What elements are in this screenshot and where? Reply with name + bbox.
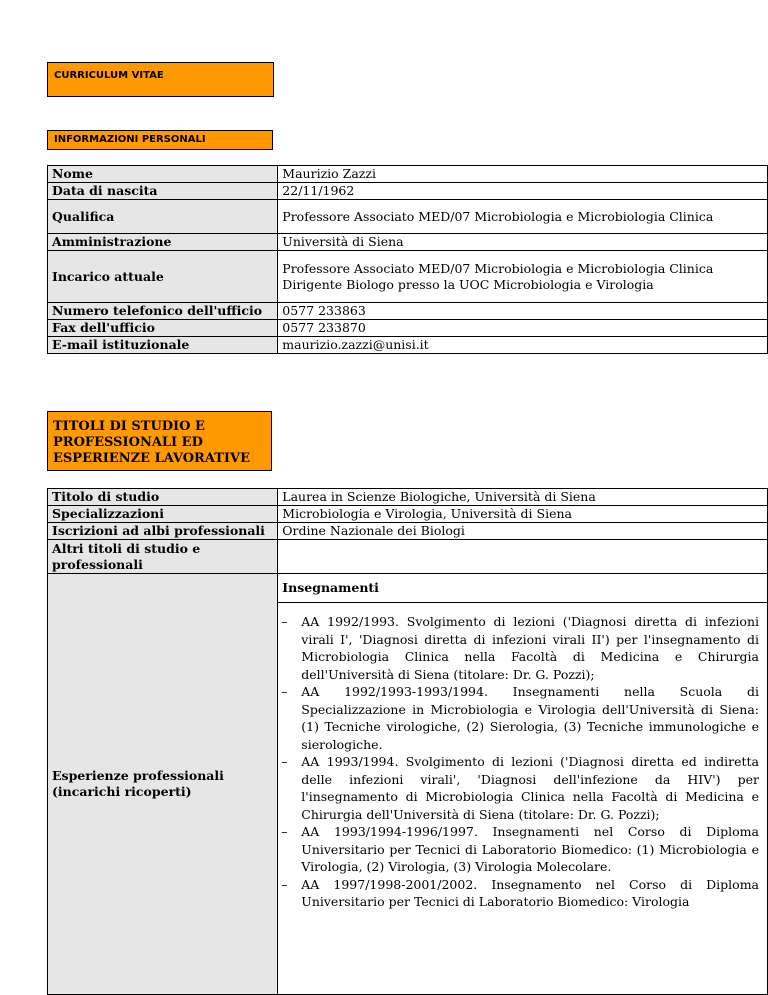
row-value-altri-titoli — [278, 540, 768, 574]
table-row — [48, 303, 768, 320]
teaching-list — [278, 613, 767, 911]
row-value-amministrazione: Università di Siena — [278, 234, 768, 251]
teaching-heading: Insegnamenti — [278, 574, 768, 603]
row-label-qualifica: Qualifica — [48, 200, 278, 234]
row-label-altri-titoli: Altri titoli di studio e professionali — [48, 540, 278, 574]
list-item: – AA 1993/1994. Svolgimento di lezioni ('Diagnosi diretta ed indiretta delle infezioni virali', 'Diagnosi dell'infezione da HIV') per l'insegnamento di Microbiologia Clinica nella Facoltà di Medicina e Chirurgia dell'Università di Siena (titolare: Dr. G. Pozzi); — [301, 753, 759, 823]
row-label-email: E-mail istituzionale — [48, 337, 278, 354]
row-label-telefono: Numero telefonico dell'ufficio — [48, 303, 278, 320]
table-row — [48, 320, 768, 337]
row-value-specializzazioni: Microbiologia e Virologia, Università di Siena — [278, 506, 768, 523]
row-value-iscrizioni: Ordine Nazionale dei Biologi — [278, 523, 768, 540]
row-value-qualifica: Professore Associato MED/07 Microbiologia e Microbiologia Clinica — [278, 200, 768, 234]
row-label-esperienze: Esperienze professionali (incarichi ricoperti) — [48, 574, 278, 995]
table-row — [48, 166, 768, 183]
row-value-nome: Maurizio Zazzi — [278, 166, 768, 183]
row-value-telefono: 0577 233863 — [278, 303, 768, 320]
personal-info-table — [47, 165, 768, 354]
row-label-incarico: Incarico attuale — [48, 251, 278, 303]
row-label-iscrizioni: Iscrizioni ad albi professionali — [48, 523, 278, 540]
table-row — [48, 337, 768, 354]
row-label-specializzazioni: Specializzazioni — [48, 506, 278, 523]
list-item: – AA 1993/1994-1996/1997. Insegnamenti nel Corso di Diploma Universitario per Tecnici di Laboratorio Biomedico: (1) Microbiologia e Virologia, (2) Virologia, (3) Virologia Molecolare. — [301, 823, 759, 876]
row-label-data-nascita: Data di nascita — [48, 183, 278, 200]
row-value-incarico: Professore Associato MED/07 Microbiologia e Microbiologia Clinica Dirigente Biologo presso la UOC Microbiologia e Virologia — [278, 251, 768, 303]
table-row — [48, 251, 768, 303]
table-row — [48, 506, 768, 523]
studies-section-header — [47, 411, 272, 471]
personal-section-header — [47, 130, 273, 150]
row-value-titolo-studio: Laurea in Scienze Biologiche, Università di Siena — [278, 489, 768, 506]
row-label-fax: Fax dell'ufficio — [48, 320, 278, 337]
row-value-email: maurizio.zazzi@unisi.it — [278, 337, 768, 354]
row-value-fax: 0577 233870 — [278, 320, 768, 337]
studies-table — [47, 488, 768, 995]
row-label-titolo-studio: Titolo di studio — [48, 489, 278, 506]
studies-section-title: TITOLI DI STUDIO E PROFESSIONALI ED ESPERIENZE LAVORATIVE — [53, 419, 250, 466]
table-row — [48, 540, 768, 574]
table-row — [48, 200, 768, 234]
row-label-amministrazione: Amministrazione — [48, 234, 278, 251]
table-row — [48, 234, 768, 251]
cv-title: CURRICULUM VITAE — [54, 70, 164, 81]
cv-title-box — [47, 62, 274, 97]
teaching-list-cell — [278, 603, 768, 995]
list-item: – AA 1997/1998-2001/2002. Insegnamento nel Corso di Diploma Universitario per Tecnici di Laboratorio Biomedico: Virologia — [301, 876, 759, 911]
list-item: – AA 1992/1993-1993/1994. Insegnamenti nella Scuola di Specializzazione in Microbiologia e Virologia dell'Università di Siena: (1) Tecniche virologiche, (2) Sierologia, (3) Tecniche immunologiche e sierologiche. — [301, 683, 759, 753]
table-row — [48, 489, 768, 506]
row-label-nome: Nome — [48, 166, 278, 183]
table-row — [48, 183, 768, 200]
table-row — [48, 523, 768, 540]
list-item: – AA 1992/1993. Svolgimento di lezioni ('Diagnosi diretta di infezioni virali I', 'Diagnosi diretta di infezioni virali II') per l'insegnamento di Microbiologia Clinica nella Facoltà di Medicina e Chirurgia dell'Università di Siena (titolare: Dr. G. Pozzi); — [301, 613, 759, 683]
table-row — [48, 574, 768, 603]
row-value-data-nascita: 22/11/1962 — [278, 183, 768, 200]
personal-section-title: INFORMAZIONI PERSONALI — [54, 134, 206, 145]
